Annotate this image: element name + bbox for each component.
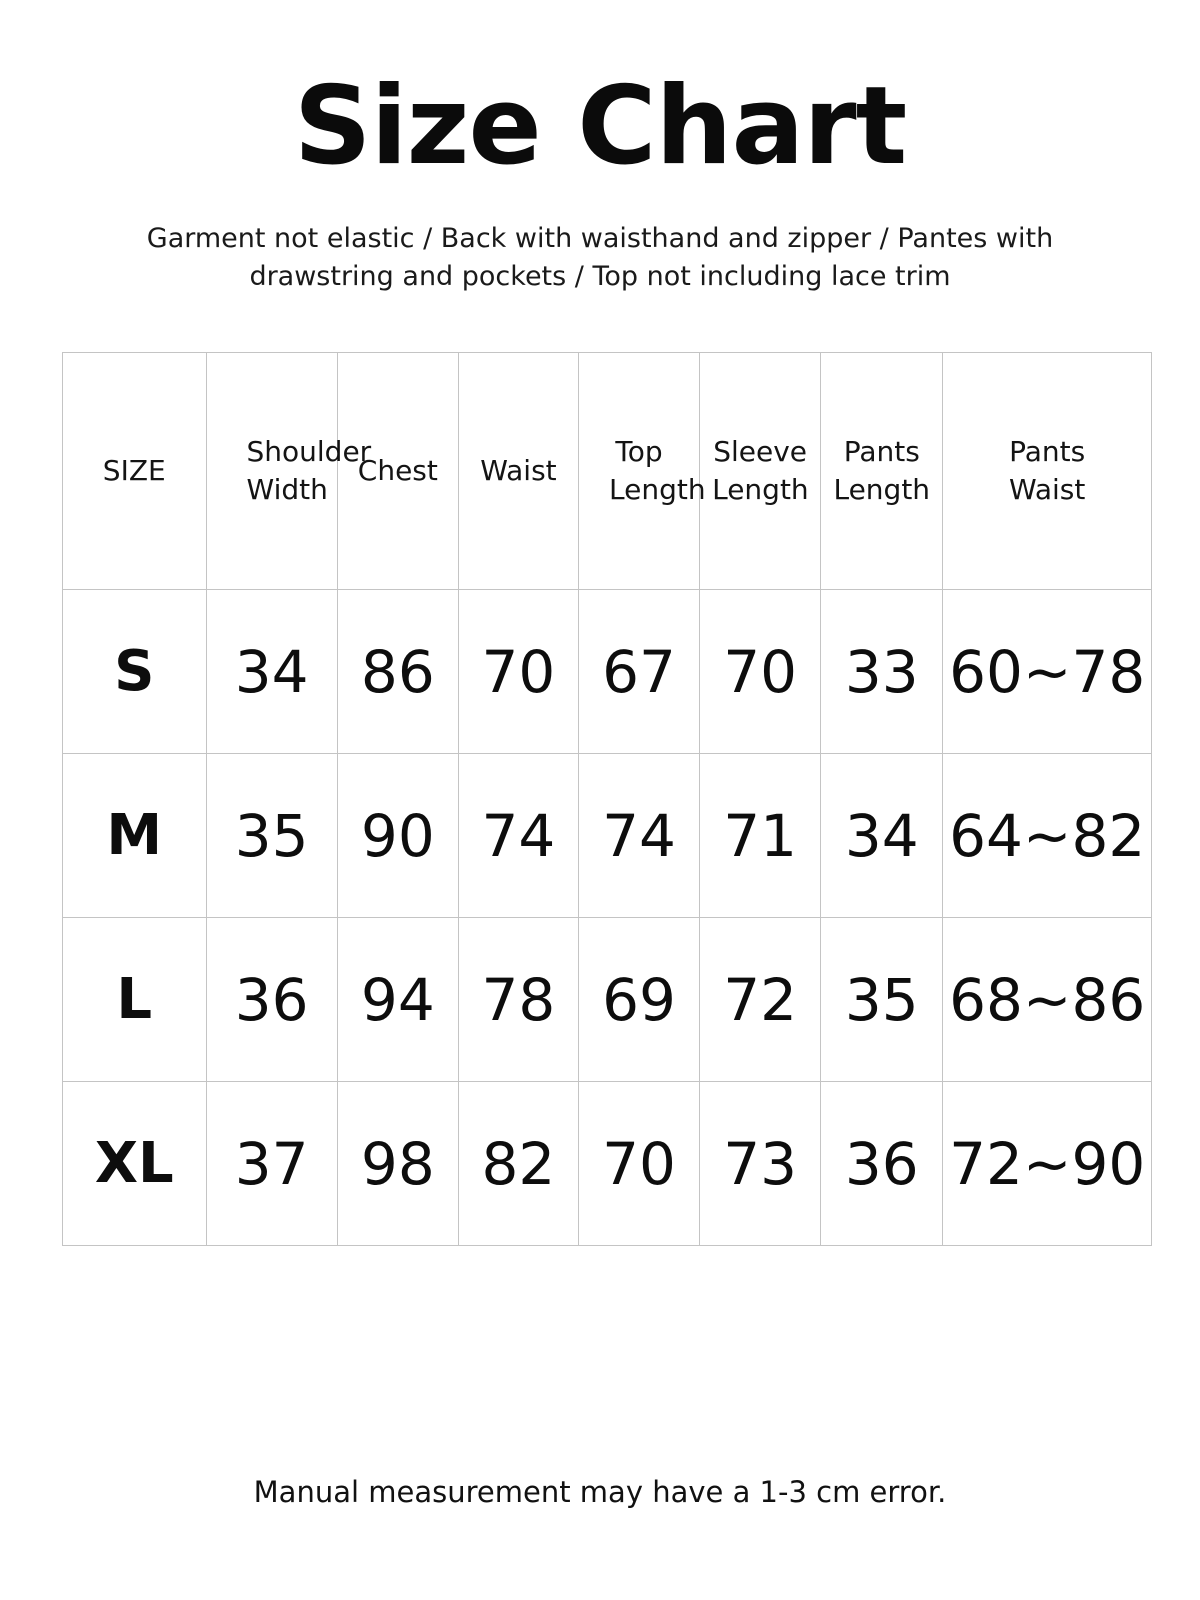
table-cell: 74 <box>578 754 699 918</box>
header-shoulder-width: Shoulder Width <box>206 353 337 590</box>
garment-notes: Garment not elastic / Back with waisthand and zipper / Pantes with drawstring and pockets / Top not including lace trim <box>146 223 1054 292</box>
table-cell: 71 <box>700 754 821 918</box>
table-cell: 78 <box>458 918 578 1082</box>
header-sleeve-length: Sleeve Length <box>700 353 821 590</box>
table-cell: 69 <box>578 918 699 1082</box>
table-cell: 67 <box>578 590 699 754</box>
size-cell: L <box>63 918 207 1082</box>
header-row <box>63 353 1152 590</box>
table-row <box>63 918 1152 1082</box>
table-row <box>63 754 1152 918</box>
table-row <box>63 590 1152 754</box>
table-cell: 72 <box>700 918 821 1082</box>
table-cell: 94 <box>337 918 458 1082</box>
header-pants-length: Pants Length <box>821 353 943 590</box>
header-chest: Chest <box>337 353 458 590</box>
table-row <box>63 1082 1152 1246</box>
size-cell: M <box>63 754 207 918</box>
table-cell: 37 <box>206 1082 337 1246</box>
size-cell: XL <box>63 1082 207 1246</box>
table-cell: 70 <box>578 1082 699 1246</box>
table-cell: 60~78 <box>943 590 1152 754</box>
table-cell: 86 <box>337 590 458 754</box>
page-title: Size Chart <box>293 64 907 189</box>
table-cell: 64~82 <box>943 754 1152 918</box>
table-cell: 35 <box>821 918 943 1082</box>
table-cell: 82 <box>458 1082 578 1246</box>
table-cell: 74 <box>458 754 578 918</box>
table-cell: 36 <box>821 1082 943 1246</box>
size-cell: S <box>63 590 207 754</box>
table-cell: 68~86 <box>943 918 1152 1082</box>
table-cell: 35 <box>206 754 337 918</box>
table-cell: 33 <box>821 590 943 754</box>
header-pants-waist: Pants Waist <box>943 353 1152 590</box>
table-cell: 34 <box>206 590 337 754</box>
measurement-note: Manual measurement may have a 1-3 cm error. <box>253 1475 947 1509</box>
table-cell: 98 <box>337 1082 458 1246</box>
table-cell: 36 <box>206 918 337 1082</box>
table-cell: 34 <box>821 754 943 918</box>
header-waist: Waist <box>458 353 578 590</box>
table-cell: 73 <box>700 1082 821 1246</box>
header-size: SIZE <box>63 353 207 590</box>
table-cell: 90 <box>337 754 458 918</box>
table-cell: 70 <box>458 590 578 754</box>
table-cell: 72~90 <box>943 1082 1152 1246</box>
size-table <box>62 352 1152 1246</box>
header-top-length: Top Length <box>578 353 699 590</box>
table-cell: 70 <box>700 590 821 754</box>
